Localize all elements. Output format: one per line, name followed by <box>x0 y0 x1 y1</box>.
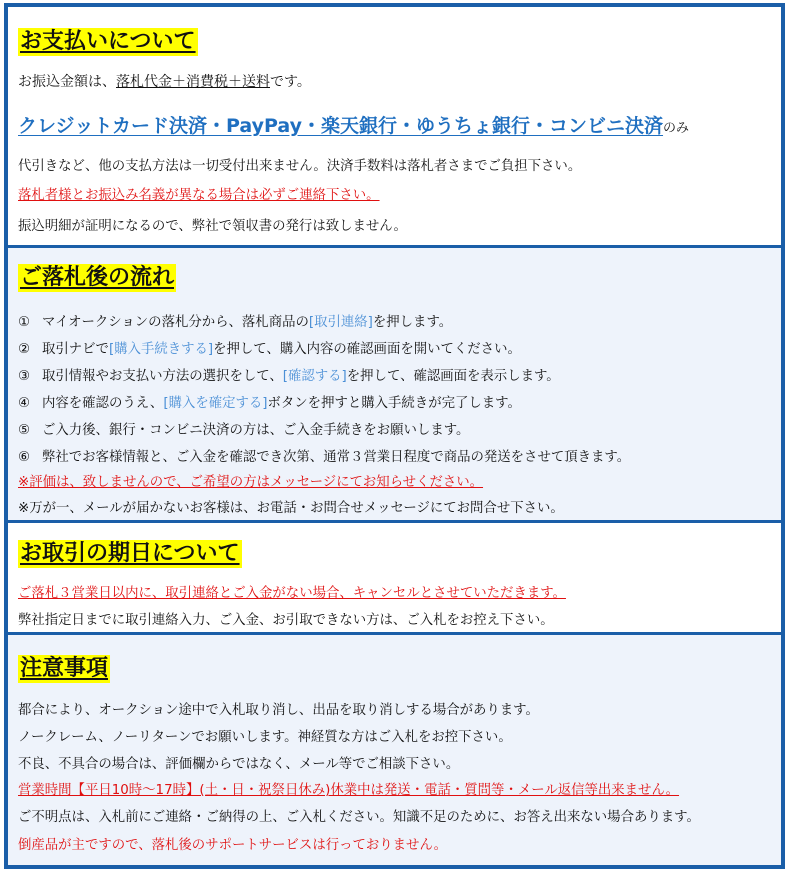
transfer-amount: 落札代金＋消費税＋送料 <box>116 74 270 90</box>
payment-methods-line: クレジットカード決済・PayPay・楽天銀行・ゆうちょ銀行・コンビニ決済のみ <box>18 115 690 137</box>
payment-note-2: 落札者様とお振込み名義が異なる場合は必ずご連絡下さい。 <box>18 188 380 203</box>
flow-step <box>18 368 560 386</box>
notes-line-1: 都合により、オークション途中で入札取り消し、出品を取り消しする場合があります。 <box>18 703 539 718</box>
deadline-line-1: ご落札３営業日以内に、取引連絡とご入金がない場合、キャンセルとさせていただきます。 <box>18 586 566 601</box>
flow-step-button-label: [取引連絡] <box>308 315 373 330</box>
info-frame <box>4 3 785 869</box>
flow-step-text: 取引ナビで <box>42 342 109 357</box>
flow-step-button-label: [購入手続きする] <box>108 342 214 357</box>
flow-title: ご落札後の流れ <box>20 265 175 290</box>
flow-step-number: ⑤ <box>18 423 31 438</box>
flow-step-number: ⑥ <box>18 450 31 465</box>
payment-methods: クレジットカード決済・PayPay・楽天銀行・ゆうちょ銀行・コンビニ決済 <box>18 115 664 137</box>
flow-step-number: ① <box>18 315 31 330</box>
flow-step <box>18 341 521 359</box>
flow-step-text-tail: を押します。 <box>372 315 453 330</box>
flow-step-text: 弊社でお客様情報と、ご入金を確認でき次第、通常３営業日程度で商品の発送をさせて頂きます。 <box>42 450 631 465</box>
notes-line-6: 倒産品が主ですので、落札後のサポートサービスは行っておりません。 <box>18 838 448 853</box>
notes-line-2: ノークレーム、ノーリターンでお願いします。神経質な方はご入札をお控下さい。 <box>18 730 512 745</box>
flow-step <box>18 395 521 413</box>
notes-line-5: ご不明点は、入札前にご連絡・ご納得の上、ご入札ください。知識不足のために、お答え出来ない場合あります。 <box>18 810 700 825</box>
notes-section <box>8 635 781 865</box>
notes-line-3: 不良、不具合の場合は、評価欄からではなく、メール等でご相談下さい。 <box>18 757 460 772</box>
flow-step-text-tail: を押して、確認画面を表示します。 <box>346 369 560 384</box>
flow-step-text: ご入力後、銀行・コンビニ決済の方は、ご入金手続きをお願いします。 <box>42 423 470 438</box>
flow-step-number: ③ <box>18 369 31 384</box>
flow-step <box>18 314 452 332</box>
deadline-line-2: 弊社指定日までに取引連絡入力、ご入金、お引取できない方は、ご入札をお控え下さい。 <box>18 613 554 628</box>
payment-note-3: 振込明細が証明になるので、弊社で領収書の発行は致しません。 <box>18 219 407 234</box>
payment-section <box>8 7 781 245</box>
payment-note-1: 代引きなど、他の支払方法は一切受付出来ません。決済手数料は落札者さまでご負担下さい。 <box>18 159 582 174</box>
flow-note-black: ※万が一、メールが届かないお客様は、お電話・お問合せメッセージにてお問合せ下さい。 <box>18 501 564 516</box>
flow-step <box>18 449 630 467</box>
deadline-title: お取引の期日について <box>20 541 240 566</box>
transfer-amount-line: お振込金額は、落札代金＋消費税＋送料です。 <box>18 74 311 90</box>
flow-step <box>18 422 469 440</box>
flow-step-button-label: [購入を確定する] <box>163 396 268 411</box>
flow-step-text: 内容を確認のうえ、 <box>42 396 164 411</box>
flow-step-text: マイオークションの落札分から、落札商品の <box>42 315 309 330</box>
flow-note-red: ※評価は、致しませんので、ご希望の方はメッセージにてお知らせください。 <box>18 475 484 490</box>
flow-step-number: ② <box>18 342 31 357</box>
flow-step-text-tail: ボタンを押すと購入手続きが完了します。 <box>267 396 521 411</box>
flow-section <box>8 248 781 520</box>
flow-step-button-label: [確認する] <box>282 369 347 384</box>
notes-title: 注意事項 <box>20 656 109 681</box>
flow-step-text: 取引情報やお支払い方法の選択をして、 <box>42 369 283 384</box>
flow-step-number: ④ <box>18 396 31 411</box>
flow-step-text-tail: を押して、購入内容の確認画面を開いてください。 <box>213 342 521 357</box>
notes-line-4: 営業時間【平日10時～17時】(土・日・祝祭日休み)休業中は発送・電話・質問等・メール返信等出来ません。 <box>18 783 680 798</box>
payment-title: お支払いについて <box>20 29 196 54</box>
deadline-section <box>8 523 781 632</box>
